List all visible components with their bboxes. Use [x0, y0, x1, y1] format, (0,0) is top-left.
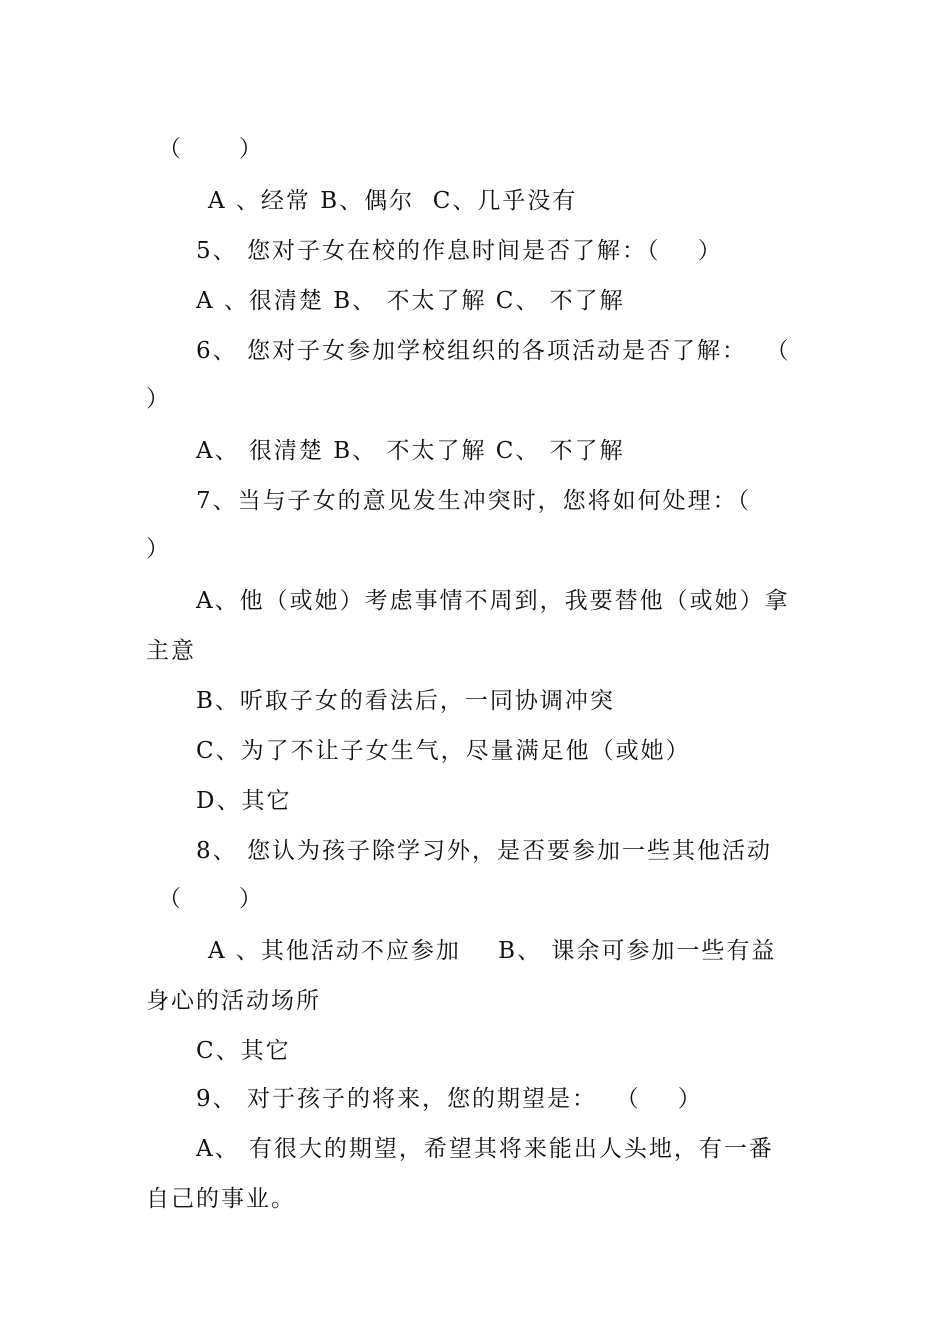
q7-option-c: C、为了不让子女生气，尽量满足他（或她） — [196, 738, 691, 764]
q7-option-a: A、他（或她）考虑事情不周到，我要替他（或她）拿 — [196, 588, 790, 614]
q4-options: A 、经常 B、偶尔 C、几乎没有 — [208, 188, 578, 214]
question-8: 8、 您认为孩子除学习外，是否要参加一些其他活动 — [196, 838, 772, 864]
q8-option-c: C、其它 — [196, 1038, 291, 1064]
question-9: 9、 对于孩子的将来，您的期望是： （ ） — [196, 1086, 703, 1112]
question-6: 6、 您对子女参加学校组织的各项活动是否了解： （ — [196, 338, 791, 364]
q9-option-a: A、 有很大的期望，希望其将来能出人头地，有一番 — [196, 1136, 774, 1162]
question-7: 7、当与子女的意见发生冲突时，您将如何处理：（ — [196, 488, 752, 514]
question-6-continued: ） — [146, 386, 171, 412]
answer-parentheses: （ ） — [158, 136, 264, 162]
q7-option-a-continued: 主意 — [146, 638, 196, 664]
q9-option-a-continued: 自己的事业。 — [146, 1186, 296, 1212]
q7-option-d: D、其它 — [196, 788, 292, 814]
question-5: 5、 您对子女在校的作息时间是否了解：（ ） — [196, 238, 723, 264]
q6-options: A、 很清楚 B、 不太了解 C、 不了解 — [196, 438, 625, 464]
q7-option-b: B、听取子女的看法后，一同协调冲突 — [196, 688, 615, 714]
q5-options: A 、很清楚 B、 不太了解 C、 不了解 — [196, 288, 625, 314]
question-8-parentheses: （ ） — [158, 886, 264, 912]
question-7-continued: ） — [146, 536, 171, 562]
q8-options: A 、其他活动不应参加 B、 课余可参加一些有益 — [208, 938, 777, 964]
q8-options-continued: 身心的活动场所 — [146, 988, 321, 1014]
